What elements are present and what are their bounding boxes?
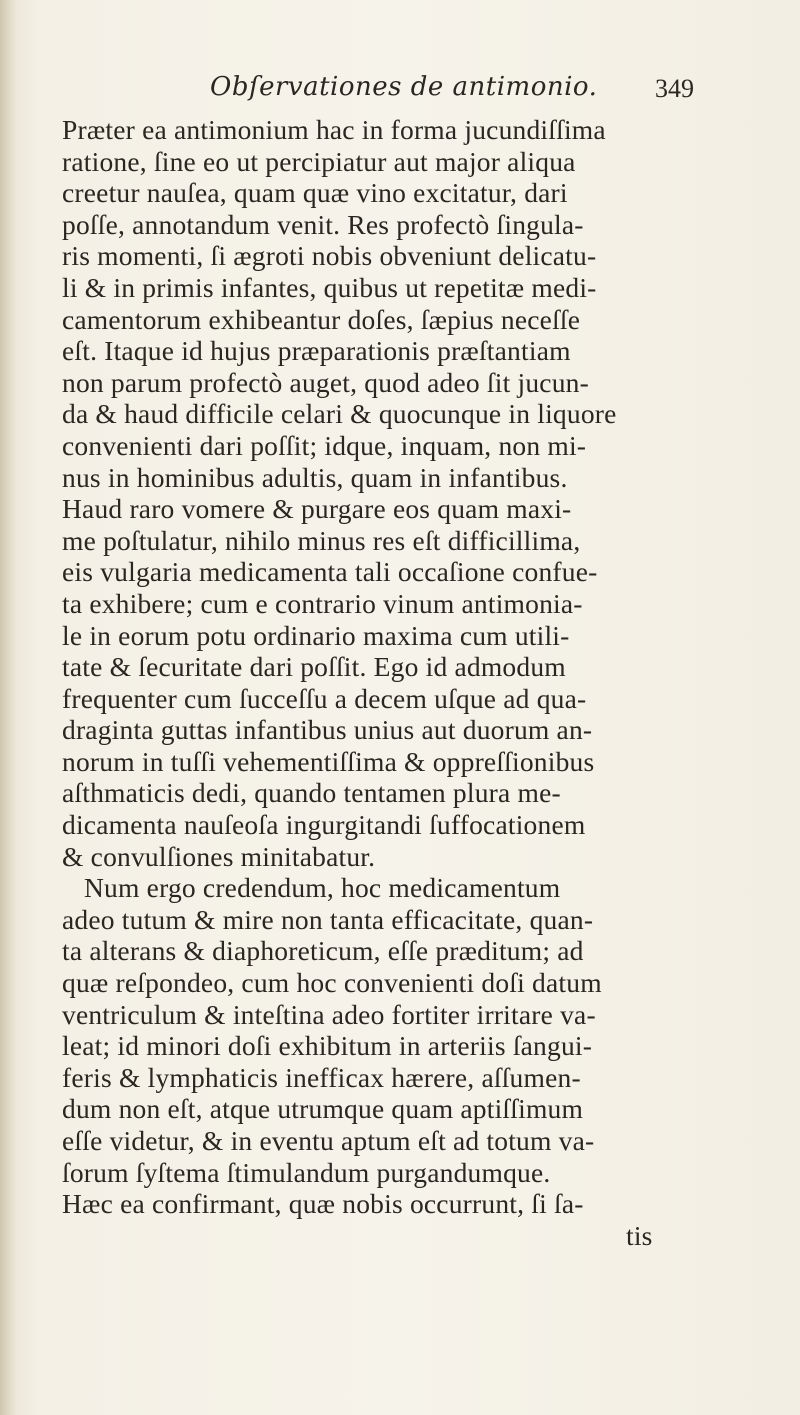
text-line: eſt. Itaque id hujus præparationis præſtantiam bbox=[62, 335, 571, 367]
text-line: adeo tutum & mire non tanta efficacitate, quan- bbox=[62, 903, 594, 935]
text-line: eſſe videtur, & in eventu aptum eſt ad totum va- bbox=[62, 1125, 595, 1156]
body-text bbox=[62, 114, 762, 1251]
page-number: 349 bbox=[655, 74, 694, 103]
text-line: & convulſiones minitabatur. bbox=[62, 840, 376, 872]
text-line: norum in tuſſi vehementiſſima & oppreſſionibus bbox=[62, 745, 595, 777]
text-line: le in eorum potu ordinario maxima cum utili- bbox=[62, 619, 570, 651]
text-line: ratione, ſine eo ut percipiatur aut major aliqua bbox=[62, 145, 576, 177]
running-title: Obſervationes de antimonio. bbox=[210, 72, 598, 102]
text-line: quæ reſpondeo, cum hoc convenienti doſi datum bbox=[62, 967, 602, 999]
text-line: poſſe, annotandum venit. Res profectò ſingula- bbox=[62, 208, 584, 240]
text-line: convenienti dari poſſit; idque, inquam, non mi- bbox=[62, 429, 587, 461]
text-line: aſthmaticis dedi, quando tentamen plura me- bbox=[62, 777, 561, 809]
text-line: nus in hominibus adultis, quam in infantibus. bbox=[62, 461, 568, 493]
text-line: Haud raro vomere & purgare eos quam maxi- bbox=[62, 493, 572, 525]
text-line: ſorum ſyſtema ſtimulandum purgandumque. bbox=[62, 1156, 551, 1188]
catchword: tis bbox=[626, 1219, 653, 1251]
text-line: da & haud difficile celari & quocunque in liquore bbox=[62, 398, 617, 430]
text-line: frequenter cum ſucceſſu a decem uſque ad qua- bbox=[62, 682, 587, 714]
text-line: draginta guttas infantibus unius aut duorum an- bbox=[62, 714, 593, 746]
text-line: li & in primis infantes, quibus ut repetitæ medi- bbox=[62, 271, 597, 303]
text-line: Præter ea antimonium hac in forma jucundiſſima bbox=[62, 114, 606, 145]
page-header bbox=[0, 72, 800, 112]
paragraph-start-line: Num ergo credendum, hoc medicamentum bbox=[84, 872, 561, 904]
text-line: camentorum exhibeantur doſes, ſæpius neceſſe bbox=[62, 303, 581, 335]
text-line: ris momenti, ſi ægroti nobis obveniunt delicatu- bbox=[62, 240, 597, 272]
text-line: eis vulgaria medicamenta tali occaſione confue- bbox=[62, 556, 598, 588]
text-line: Hæc ea confirmant, quæ nobis occurrunt, ſi ſa- bbox=[62, 1188, 584, 1220]
text-line: leat; id minori doſi exhibitum in arteriis ſangui- bbox=[62, 1030, 593, 1062]
binding-edge bbox=[0, 0, 16, 1415]
text-line: ta alterans & diaphoreticum, eſſe præditum; ad bbox=[62, 935, 584, 967]
text-line: me poſtulatur, nihilo minus res eſt difficillima, bbox=[62, 524, 581, 556]
text-line: ventriculum & inteſtina adeo fortiter irritare va- bbox=[62, 998, 596, 1030]
text-line: tate & ſecuritate dari poſſit. Ego id admodum bbox=[62, 651, 566, 683]
text-line: creetur nauſea, quam quæ vino excitatur, dari bbox=[62, 177, 568, 209]
text-line: ta exhibere; cum e contrario vinum antimonia- bbox=[62, 587, 583, 619]
text-line: dicamenta nauſeoſa ingurgitandi ſuffocationem bbox=[62, 809, 586, 841]
text-line: feris & lymphaticis inefficax hærere, aſſumen- bbox=[62, 1061, 581, 1093]
text-line: dum non eſt, atque utrumque quam aptiſſimum bbox=[62, 1093, 584, 1125]
text-line: non parum profectò auget, quod adeo ſit jucun- bbox=[62, 366, 589, 398]
